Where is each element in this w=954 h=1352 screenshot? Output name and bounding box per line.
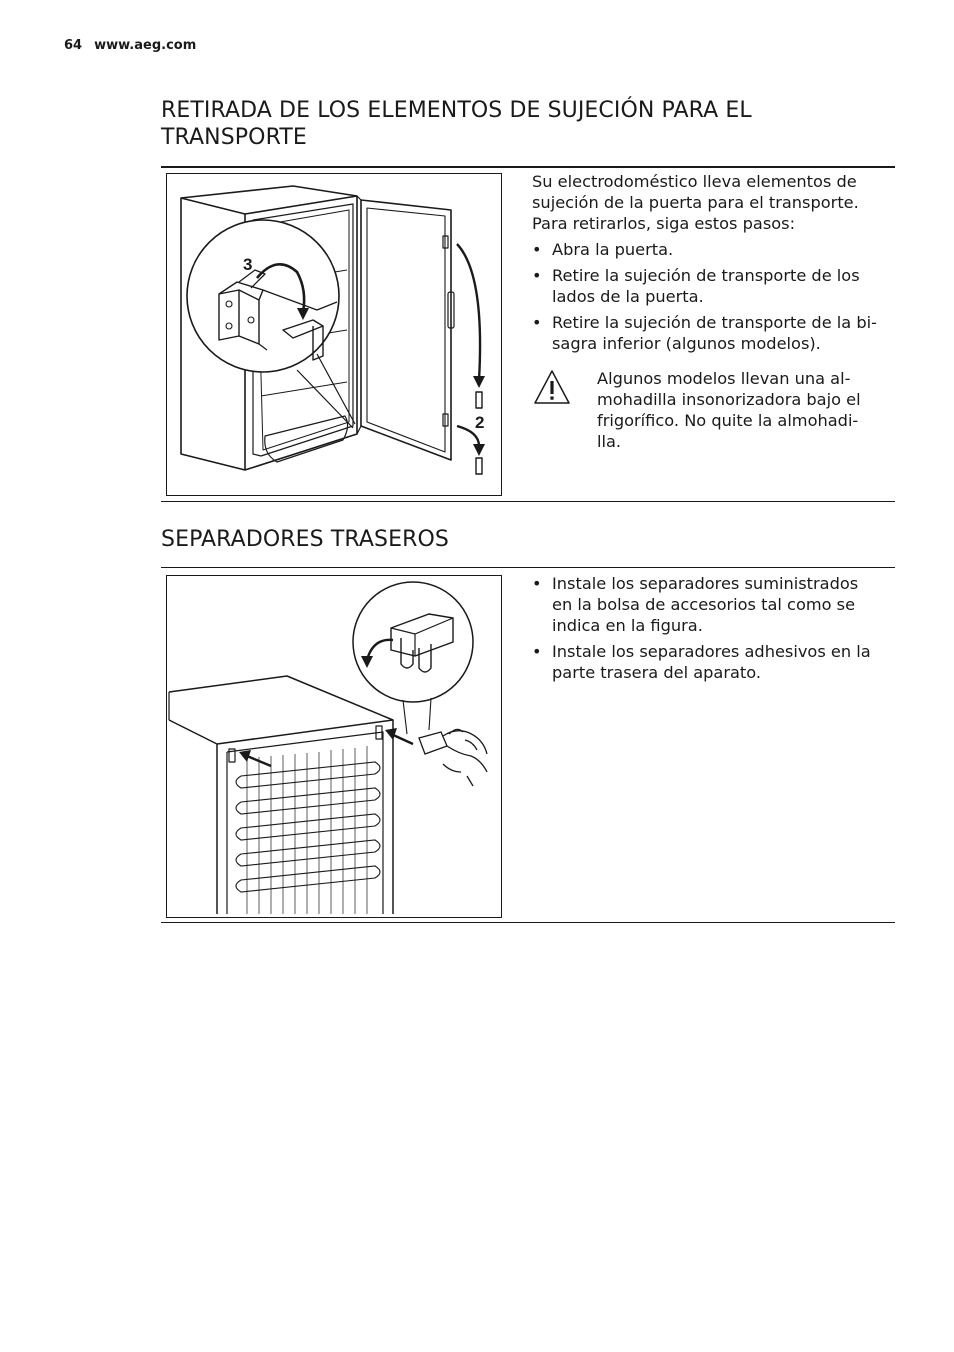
rear-spacers-illustration [167,576,501,917]
bullet-icon: • [532,574,542,593]
bullet-icon: • [532,313,542,332]
page-number: 64 [64,38,83,53]
figure-label-step-2: 2 [475,413,485,432]
bullet-icon: • [532,642,542,661]
list-item: • Abra la puerta. [532,240,674,259]
figure-rear-spacers [166,575,502,918]
list-item: • Instale los separadores suministrados en la bolsa de accesorios tal como se indica en la figura. [532,574,859,635]
site-url: www.aeg.com [94,38,197,53]
section-title-transport [161,97,752,151]
warning-text: Algunos modelos llevan una al- mohadilla insonorizadora bajo el frigorífico. No quite la almohadi- lla. [597,369,861,451]
figure-label-step-3: 3 [243,255,253,274]
section-rule-top [161,166,895,168]
page-header [64,38,196,53]
figure-door-transport-fixings [166,173,502,496]
title-line-2: TRANSPORTE [161,125,307,150]
section-title-rear-spacers: SEPARADORES TRASEROS [161,527,449,552]
fridge-door-illustration [167,174,501,495]
section1-text [532,171,892,359]
bullet-icon: • [532,240,542,259]
spacers-list [532,573,892,683]
steps-list [532,239,892,354]
intro-paragraph: Su electrodoméstico lleva elementos de sujeción de la puerta para el transporte. Para retirarlos, siga estos pasos: [532,172,859,233]
section2-text [532,573,892,688]
list-item: • Instale los separadores adhesivos en la parte trasera del aparato. [532,642,871,682]
section-divider-bottom [161,922,895,923]
list-item: • Retire la sujeción de transporte de la bi- sagra inferior (algunos modelos). [532,313,877,353]
list-item: • Retire la sujeción de transporte de los lados de la puerta. [532,266,860,306]
section-divider [161,501,895,502]
bullet-icon: • [532,266,542,285]
warning-triangle-icon [532,368,572,406]
section-rule-top-2 [161,567,895,568]
title-line-1: RETIRADA DE LOS ELEMENTOS DE SUJECIÓN PARA EL [161,98,752,123]
